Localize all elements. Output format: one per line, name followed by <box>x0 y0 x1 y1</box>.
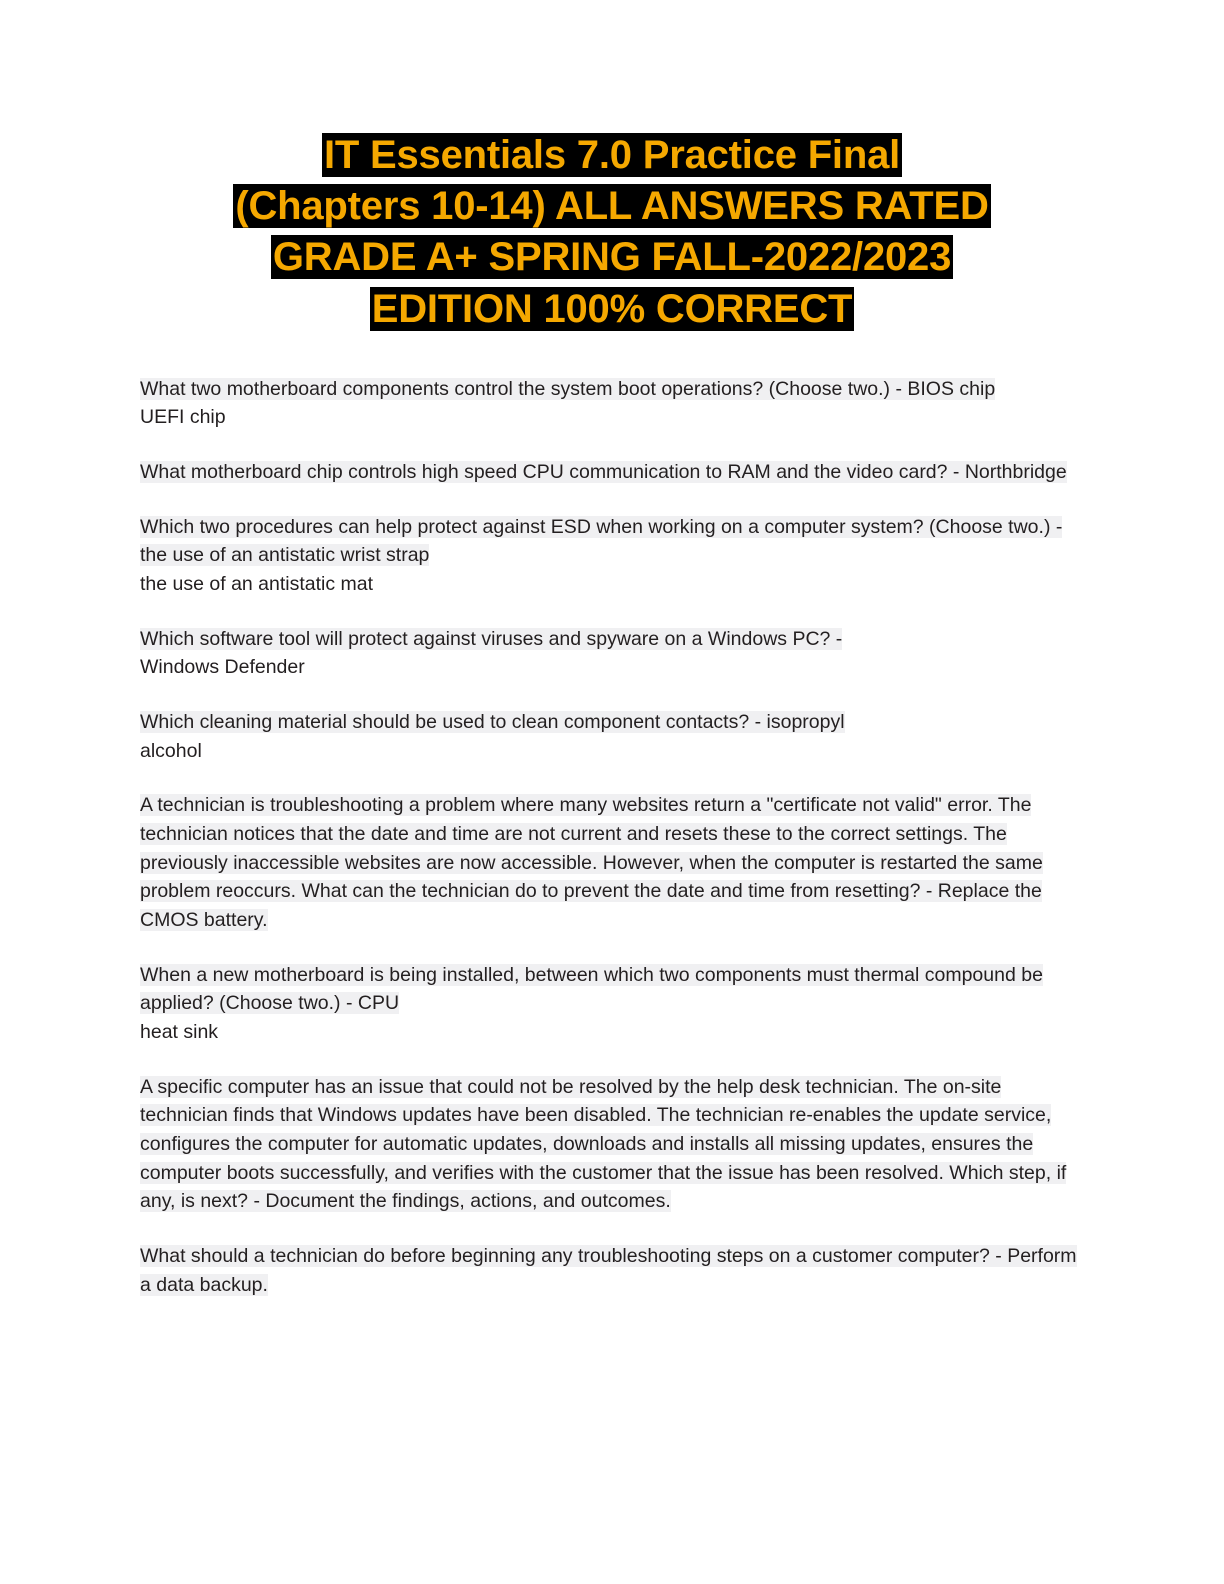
page-title-line-4-text: EDITION 100% CORRECT <box>371 286 853 331</box>
qa-item <box>140 458 1084 487</box>
qa-item <box>140 625 1084 682</box>
qa-question-answer: What two motherboard components control the system boot operations? (Choose two.) - BIOS chip <box>140 377 996 400</box>
qa-question-answer: Which software tool will protect against viruses and spyware on a Windows PC? - <box>140 627 843 650</box>
qa-item <box>140 961 1084 1047</box>
qa-question-answer: Which cleaning material should be used to clean component contacts? - isopropyl <box>140 711 845 733</box>
qa-extra-answer: Windows Defender <box>140 656 305 679</box>
page-title-line-1-text: IT Essentials 7.0 Practice Final <box>323 133 901 177</box>
qa-item <box>140 513 1084 599</box>
qa-item <box>140 791 1084 934</box>
page-title <box>140 130 1084 335</box>
qa-item <box>140 1242 1084 1299</box>
qa-question-answer: Which two procedures can help protect against ESD when working on a computer system? (Choose two.) - the use of an antistatic wrist strap <box>140 515 1063 567</box>
qa-list <box>140 375 1084 1299</box>
qa-extra-answer: UEFI chip <box>140 406 226 429</box>
page-title-line-2-text: (Chapters 10-14) ALL ANSWERS RATED <box>235 184 989 229</box>
qa-extra-answer: the use of an antistatic mat <box>140 573 374 596</box>
page-title-line-1 <box>140 130 1084 181</box>
qa-item <box>140 375 1084 432</box>
qa-question-answer: What motherboard chip controls high speed CPU communication to RAM and the video card? - Northbridge <box>140 461 1067 484</box>
qa-item <box>140 1073 1084 1216</box>
qa-item <box>140 708 1084 765</box>
qa-question-answer: When a new motherboard is being installed, between which two components must thermal compound be applied? (Choose two.) - CPU <box>140 963 1043 1015</box>
page-title-line-4 <box>140 284 1084 335</box>
qa-extra-answer: heat sink <box>140 1020 219 1043</box>
qa-question-answer: A technician is troubleshooting a problem where many websites return a "certificate not valid" error. The technician notices that the date and time are not current and resets these to the correct settings. The previously inaccessible websites are now accessible. However, when the computer is restarted the same problem reoccurs. What can the technician do to prevent the date and time from resetting? - Replace the CMOS battery. <box>140 794 1043 931</box>
page-title-line-3 <box>140 232 1084 283</box>
page-title-line-2 <box>140 181 1084 232</box>
qa-question-answer: A specific computer has an issue that could not be resolved by the help desk technician. The on-site technician finds that Windows updates have been disabled. The technician re-enables the update service, configures the computer for automatic updates, downloads and installs all missing updates, ensures the computer boots successfully, and verifies with the customer that the issue has been resolved. Which step, if any, is next? - Document the findings, actions, and outcomes. <box>140 1075 1067 1213</box>
qa-extra-answer: alcohol <box>140 739 202 762</box>
qa-question-answer: What should a technician do before beginning any troubleshooting steps on a customer computer? - Perform a data backup. <box>140 1244 1077 1296</box>
page-title-line-3-text: GRADE A+ SPRING FALL-2022/2023 <box>272 235 952 280</box>
